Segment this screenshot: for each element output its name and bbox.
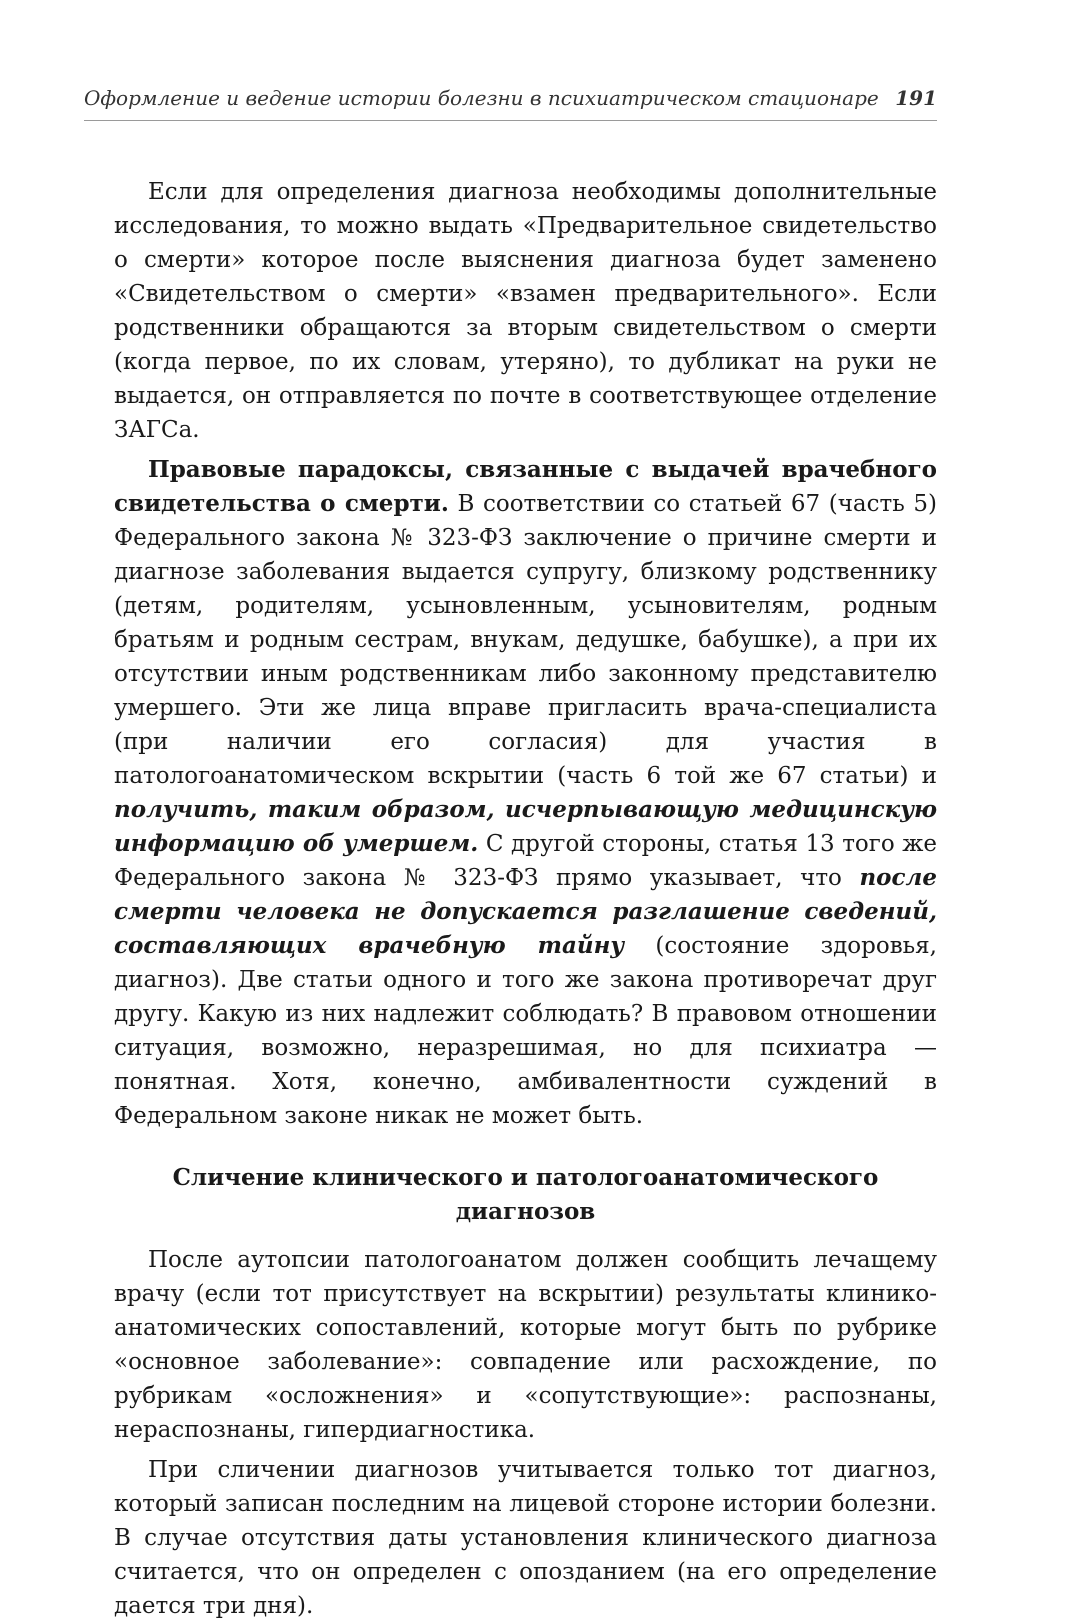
- running-head: [84, 86, 937, 121]
- body-text: [84, 175, 937, 1623]
- paragraph-3: После аутопсии патологоанатом должен сообщить лечащему врачу (если тот присутствует на вскрытии) результаты клинико-анатомических сопоставлений, которые могут быть по рубрике «основное заболевание»: совпадение или расхождение, по рубрикам «осложнения» и «сопутствующие»: распознаны, нераспознаны, гипердиагностика.: [114, 1247, 937, 1443]
- section-heading: [114, 1161, 937, 1229]
- paragraph-2-text-3: (состояние здоровья, диагноз). Две статьи одного и того же закона противоречат друг другу. Какую из них надлежит соблюдать? В правовом отношении ситуация, возможно, неразрешимая, но для психиатра — понятная. Хотя, конечно, амбивалентности суждений в Федеральном законе никак не может быть.: [114, 933, 937, 1129]
- paragraph-2-lead: Правовые парадоксы, связанные с выдачей врачебного свидетельства о смерти.: [114, 456, 937, 517]
- paragraph-2-text-1: В соответствии со статьей 67 (часть 5) Федерального закона № 323-ФЗ заключение о причине смерти и диагнозе заболевания выдается супругу, близкому родственнику (детям, родителям, усыновленным, усыновителям, родным братьям и родным сестрам, внукам, дедушке, бабушке), а при их отсутствии иным родственникам либо законному представителю умершего. Эти же лица вправе пригласить врача-специалиста (при наличии его согласия) для участия в патологоанатомическом вскрытии (часть 6 той же 67 статьи) и: [114, 491, 937, 789]
- paragraph-4: При сличении диагнозов учитывается только тот диагноз, который записан последним на лицевой стороне истории болезни. В случае отсутствия даты установления клинического диагноза считается, что он определен с опозданием (на его определение дается три дня).: [114, 1457, 937, 1619]
- paragraph-2-text-2: С другой стороны, статья 13 того же Федерального закона № 323-ФЗ прямо указывает, что: [114, 831, 937, 891]
- page-number: 191: [895, 86, 937, 110]
- running-title: Оформление и ведение истории болезни в психиатрическом стационаре: [84, 86, 879, 110]
- section-heading-line-1: Сличение клинического и патологоанатомического: [172, 1164, 879, 1191]
- paragraph-2: [114, 453, 937, 1133]
- paragraph-2-emphasis-1: получить, таким образом, исчерпывающую медицинскую информацию об умершем.: [114, 796, 937, 857]
- paragraph-2-emphasis-2: после смерти человека не допускается разглашение сведений, составляющих врачебную тайну: [114, 864, 937, 959]
- section-heading-line-2: диагнозов: [455, 1198, 596, 1225]
- paragraph-1: Если для определения диагноза необходимы дополнительные исследования, то можно выдать «Предварительное свидетельство о смерти» которое после выяснения диагноза будет заменено «Свидетельством о смерти» «взамен предварительного». Если родственники обращаются за вторым свидетельством о смерти (когда первое, по их словам, утеряно), то дубликат на руки не выдается, он отправляется по почте в соответствующее отделение ЗАГСа.: [114, 179, 937, 443]
